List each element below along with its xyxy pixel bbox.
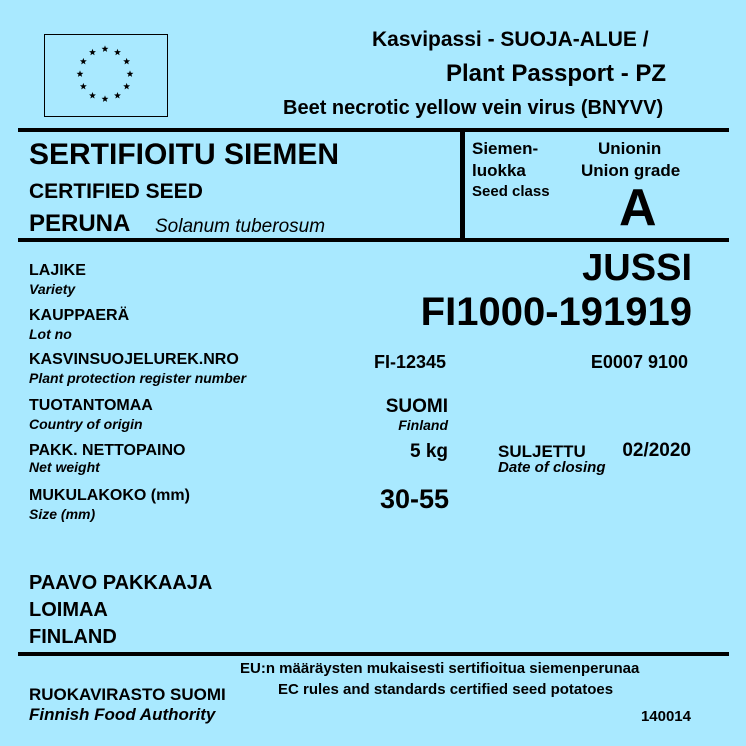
eu-star-icon [102,95,109,102]
middle-rule [18,238,729,242]
packer-name: PAAVO PAKKAAJA [29,572,213,594]
size-label-en: Size (mm) [29,506,96,522]
union-grade-label-en: Union grade [581,161,681,180]
authority-en: Finnish Food Authority [29,705,216,724]
eu-star-icon [114,92,121,99]
passport-title-fi: Kasvipassi - SUOJA-ALUE / [372,28,649,51]
seed-class-label-en: Seed class [472,183,550,200]
size-label-fi [29,487,190,505]
packer-country: FINLAND [29,626,117,648]
lot-number: FI1000-191919 [420,290,692,334]
weight-label-fi: PAKK. NETTOPAINO [29,442,186,459]
eu-star-icon [127,70,134,77]
lot-label-en: Lot no [29,326,72,342]
eu-stars [45,35,166,115]
passport-title-en: Plant Passport - PZ [446,60,667,87]
lot-label-fi: KAUPPAERÄ [29,307,130,324]
eu-star-icon [89,49,96,56]
origin-label-en: Country of origin [29,416,143,432]
eu-star-icon [102,45,109,52]
variety-label-fi: LAJIKE [29,262,86,279]
size-label-unit: (mm) [150,487,190,504]
eu-flag-icon [44,34,168,117]
closing-label-en: Date of closing [498,459,606,476]
union-grade-label-fi: Unionin [598,139,662,158]
variety-label-en: Variety [29,281,76,297]
variety-value: JUSSI [582,247,692,289]
vertical-divider [460,130,465,240]
origin-value-fi: SUOMI [385,396,448,417]
origin-label-fi: TUOTANTOMAA [29,397,153,414]
origin-value-en: Finland [398,417,448,433]
closing-label-fi: SULJETTU [498,442,586,461]
seed-class-label-fi-2: luokka [472,161,526,180]
closing-date: 02/2020 [622,440,691,461]
eu-star-icon [123,58,130,65]
size-label-fi-text: MUKULAKOKO [29,487,147,504]
register-code: E0007 9100 [590,352,688,372]
top-rule [18,128,729,132]
seed-class-label-fi-1: Siemen- [472,139,539,158]
packer-city: LOIMAA [29,599,108,621]
certified-seed-en: CERTIFIED SEED [29,180,203,203]
crop-latin-name: Solanum tuberosum [155,216,326,237]
seed-class-grade: A [619,179,657,237]
register-number: FI-12345 [373,352,446,372]
register-label-fi: KASVINSUOJELUREK.NRO [29,351,239,368]
bottom-rule [18,652,729,656]
register-label-en: Plant protection register number [29,370,247,386]
certified-seed-fi: SERTIFIOITU SIEMEN [29,138,340,171]
authority-fi: RUOKAVIRASTO SUOMI [29,685,226,704]
rules-text-fi: EU:n määräysten mukaisesti sertifioitua siemenperunaa [240,660,640,677]
size-value: 30-55 [379,484,449,514]
eu-star-icon [123,83,130,90]
eu-star-icon [114,49,121,56]
eu-star-icon [77,70,84,77]
crop-name: PERUNA [29,210,131,237]
protected-zone-virus: Beet necrotic yellow vein virus (BNYVV) [283,97,664,119]
eu-star-icon [80,58,87,65]
rules-text-en: EC rules and standards certified seed potatoes [278,681,614,698]
eu-star-icon [89,92,96,99]
eu-star-icon [80,83,87,90]
weight-value: 5 kg [409,441,448,462]
weight-label-en: Net weight [29,459,100,475]
label-code: 140014 [640,708,691,725]
